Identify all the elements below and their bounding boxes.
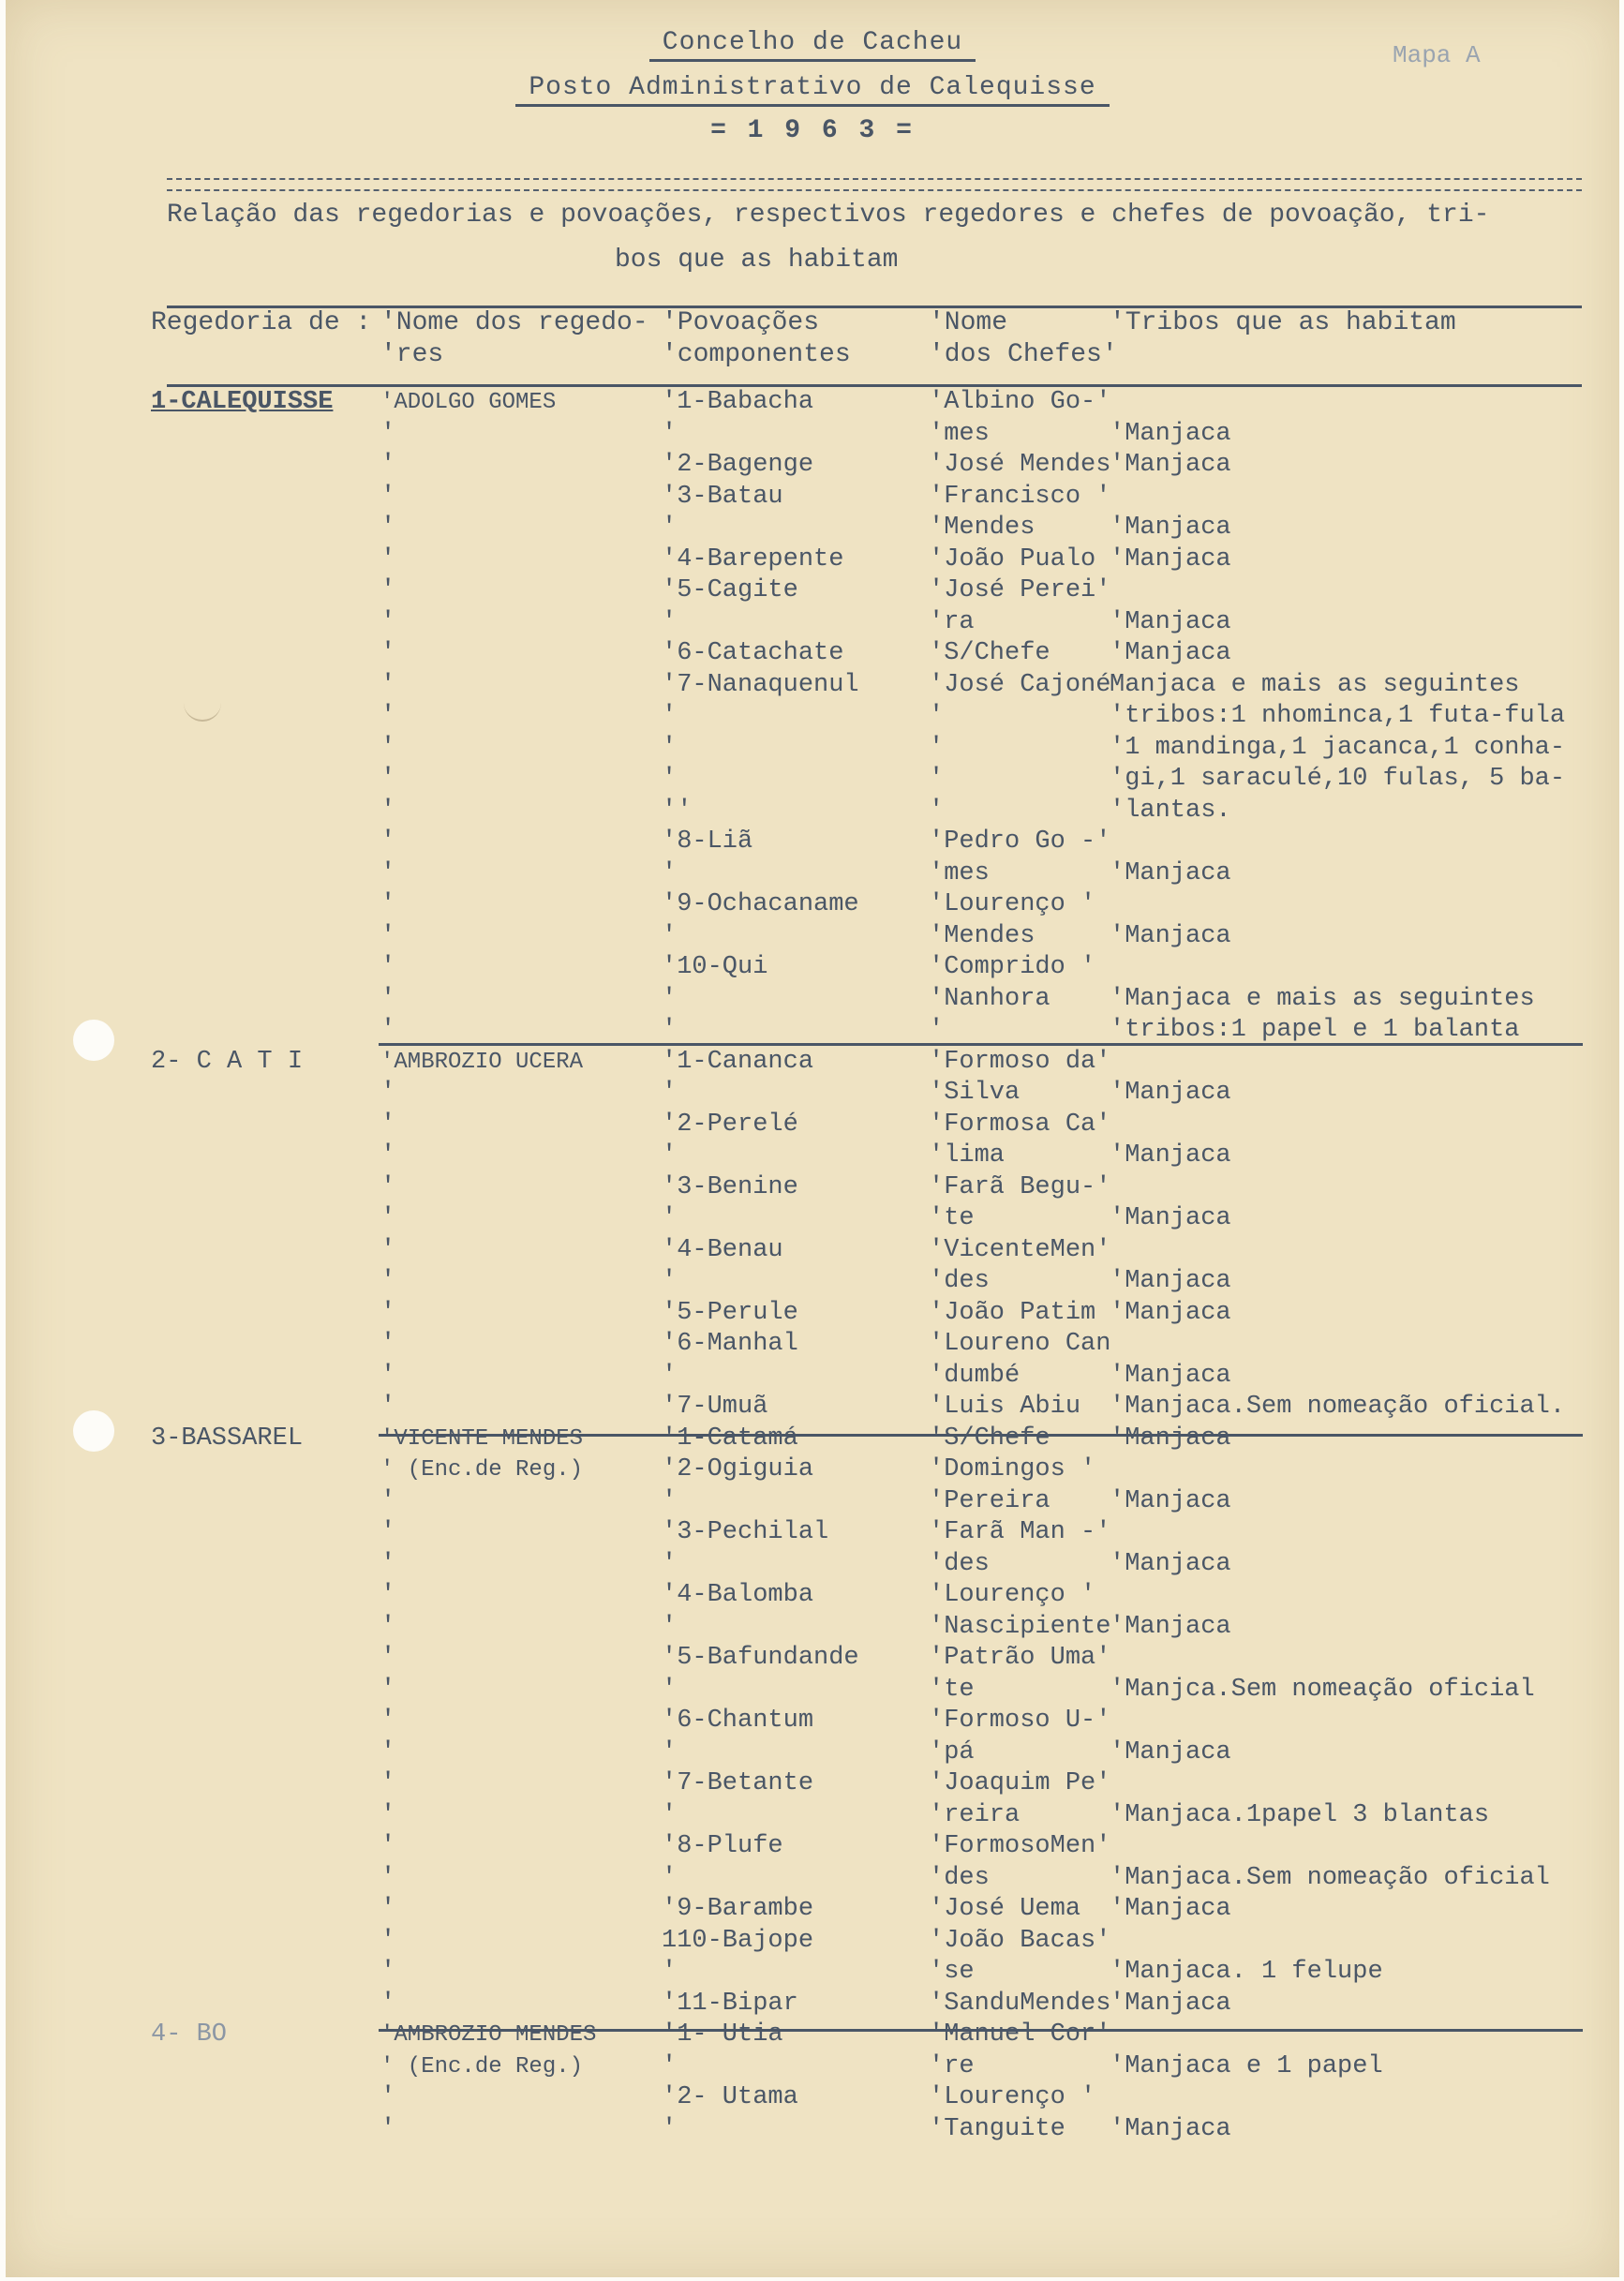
cell-chefe: 'João Pualo [929,544,1096,574]
cell-regedor: ' [380,984,396,1013]
table-row [6,1957,1619,1988]
cell-tribos: 'Manjaca [1110,514,1231,542]
header-post [6,73,1619,102]
cell-regedor: ' [380,827,396,856]
cell-tribos: 'Manjaca [1110,921,1231,950]
cell-povoacao: '8-Plufe [662,1832,783,1860]
cell-povoacao: '2-Bagenge [662,451,814,479]
cell-tribos: 'Manjaca [1110,607,1231,636]
cell-regedor: ' [380,796,396,825]
cell-regedor: ' [380,1675,396,1704]
cell-regedor: ' [380,858,396,887]
cell-povoacao: ' [662,858,678,887]
group-divider [379,1434,1583,1437]
table-row [6,419,1619,450]
cell-chefe: 'ra [929,607,975,636]
cell-chefe: ' [929,702,945,730]
cell-regedor: ' [380,1393,396,1421]
cell-regedor: ' [380,1016,396,1044]
cell-povoacao: ' [662,1079,678,1107]
cell-povoacao: '11-Bipar [662,1989,798,2018]
table-row [6,764,1619,795]
cell-tribos: 'Manjaca [1110,419,1231,448]
cell-chefe: 'des [929,1863,990,1892]
cell-regedor: ' [380,1079,396,1107]
table-row [6,1486,1619,1517]
table-row [6,1015,1619,1046]
cell-povoacao: '6-Catachate [662,639,844,667]
cell-chefe: 'pá [929,1737,975,1767]
header-council-text: Concelho de Cacheu [649,28,976,62]
cell-tribos: 'Manjaca [1110,1737,1231,1767]
table-row [6,1894,1619,1925]
cell-povoacao: '4-Barepente [662,544,844,574]
cell-regedor: ' [380,1958,396,1986]
table-row [6,889,1619,920]
cell-chefe: 'S/Chefe [929,1424,1050,1453]
cell-povoacao: ' [662,607,678,636]
cell-regedoria: 4- BO [151,2020,228,2049]
document-page [6,0,1619,2277]
punch-hole [73,1020,114,1061]
cell-regedor: ' [380,451,396,479]
table-row [6,1675,1619,1706]
cell-tribos: Manjaca e mais as seguintes [1110,670,1520,699]
table-row [6,701,1619,732]
cell-chefe: 'VicenteMen' [929,1235,1111,1264]
cell-povoacao: ' [662,702,678,730]
cell-chefe: 'Joaquim Pe' [929,1769,1111,1797]
cell-tribos: 'Manjaca. 1 felupe [1110,1958,1383,1986]
table-row [6,1329,1619,1360]
table-row [6,1768,1619,1799]
cell-regedoria: 1-CALEQUISSE [151,388,334,416]
cell-regedor: ' [380,1486,396,1515]
cell-chefe: 're [929,2051,975,2080]
cell-tribos: 'Manjaca [1110,544,1231,574]
header-post-text: Posto Administrativo de Calequisse [515,73,1109,107]
cell-regedoria: 2- C A T I [151,1047,304,1076]
header-council [6,28,1619,57]
table-row [6,1110,1619,1140]
table-row [6,952,1619,983]
cell-regedor: 'ADOLGO GOMES [380,390,557,415]
document-title-line1: Relação das regedorias e povoações, respectivos regedores e chefes de povoação, tri- [167,201,1490,230]
cell-regedor: ' [380,1707,396,1735]
table-row [6,1140,1619,1171]
cell-povoacao: ' [662,1675,678,1704]
table-row [6,1800,1619,1831]
cell-chefe: 'S/Chefe [929,639,1050,667]
cell-povoacao: '1-Cananca [662,1047,814,1076]
table-row [6,921,1619,952]
table-row [6,796,1619,827]
cell-chefe: 'Nascipiente [929,1612,1111,1641]
cell-chefe: 'Loureno Can [929,1330,1111,1358]
cell-chefe: 'SanduMendes [929,1989,1111,2018]
cell-povoacao: ' [662,921,678,950]
cell-chefe: 'Pereira [929,1486,1050,1515]
cell-povoacao: '1-Babacha [662,388,814,416]
cell-povoacao: ' [662,1267,678,1295]
table-row [6,733,1619,764]
table-row [6,1863,1619,1894]
table-row [6,984,1619,1015]
cell-chefe: 'José Cajoné [929,670,1111,699]
cell-regedor: ' [380,1612,396,1641]
table-row [6,1298,1619,1329]
cell-regedor: ' [380,1267,396,1295]
cell-tribos: 'Manjaca e 1 papel [1110,2051,1383,2080]
table-row [6,1392,1619,1423]
table-row [6,450,1619,481]
cell-chefe: 'Manuel Cor' [929,2020,1111,2049]
table-row [6,1047,1619,1078]
table-row [6,1612,1619,1643]
table-row [6,1235,1619,1266]
cell-chefe: 'José Perei' [929,576,1111,604]
table-row [6,1454,1619,1485]
cell-regedor: ' [380,1518,396,1546]
cell-chefe: 'te [929,1204,975,1232]
table-row [6,1926,1619,1957]
cell-povoacao: '3-Benine [662,1172,798,1201]
cell-tribos: 'tribos:1 nhominca,1 futa-fula [1110,702,1566,730]
table-row [6,1517,1619,1548]
cell-povoacao: ' [662,1141,678,1170]
cell-tribos: '1 mandinga,1 jacanca,1 conha- [1110,733,1566,762]
cell-chefe: 'Formoso da' [929,1047,1111,1076]
table-row [6,2082,1619,2113]
cell-chefe: 'José Mendes [929,451,1111,479]
cell-tribos: 'tribos:1 papel e 1 balanta [1110,1016,1520,1044]
cell-chefe: 'Domingos ' [929,1455,1096,1483]
cell-chefe: ' [929,1016,945,1044]
table-row [6,544,1619,575]
cell-regedor: ' [380,921,396,950]
cell-regedor: ' [380,544,396,574]
cell-chefe: 'Lourenço ' [929,890,1096,918]
table-row [6,482,1619,513]
cell-chefe: ' [929,796,945,825]
cell-chefe: 'dumbé [929,1361,1021,1390]
cell-povoacao: '5-Cagite [662,576,798,604]
cell-povoacao: ' [662,1800,678,1829]
cell-tribos: 'Manjaca [1110,1267,1231,1295]
column-header-regedores: 'Nome dos regedo- 'res [380,308,648,369]
table-row [6,1549,1619,1580]
table-row [6,513,1619,544]
cell-chefe: 'Tanguite [929,2114,1065,2143]
cell-chefe: 'João Bacas' [929,1926,1111,1955]
cell-regedor: ' [380,1204,396,1232]
cell-povoacao: ' [662,1361,678,1390]
punch-hole [73,1410,114,1452]
table-row [6,607,1619,638]
cell-tribos: 'gi,1 saraculé,10 fulas, 5 ba- [1110,765,1566,793]
cell-chefe: 'Lourenço ' [929,1581,1096,1609]
cell-regedor: ' [380,765,396,793]
cell-regedor: 'AMBROZIO MENDES [380,2022,597,2048]
table-row [6,1737,1619,1768]
cell-chefe: 'mes [929,858,990,887]
cell-povoacao: '7-Nanaquenul [662,670,859,699]
cell-regedor: ' [380,1737,396,1767]
cell-chefe: 'Comprido ' [929,953,1096,981]
cell-regedor: ' [380,953,396,981]
cell-regedoria: 3-BASSAREL [151,1424,304,1453]
cell-regedor: ' (Enc.de Reg.) [380,1457,584,1483]
cell-povoacao: '3-Pechilal [662,1518,829,1546]
cell-regedor: 'VICENTE MENDES [380,1425,584,1452]
cell-chefe: 'te [929,1675,975,1704]
table-row [6,1203,1619,1234]
table-row [6,387,1619,418]
cell-povoacao: '2-Perelé [662,1110,798,1139]
cell-povoacao: ' [662,1486,678,1515]
cell-chefe: 'Farã Man -' [929,1518,1111,1546]
cell-tribos: 'Manjaca e mais as seguintes [1110,984,1535,1013]
table-row [6,1424,1619,1454]
cell-tribos: 'Manjaca [1110,1549,1231,1578]
table-row [6,1643,1619,1674]
cell-regedor: ' (Enc.de Reg.) [380,2053,584,2080]
cell-povoacao: ' [662,419,678,448]
table-row [6,827,1619,857]
cell-regedor: ' [380,1549,396,1578]
cell-regedor: ' [380,1298,396,1327]
cell-regedor: ' [380,1361,396,1390]
cell-chefe: ' [929,733,945,762]
cell-chefe: 'FormosoMen' [929,1832,1111,1860]
cell-povoacao: '4-Balomba [662,1581,814,1609]
cell-chefe: 'Francisco ' [929,482,1111,511]
cell-regedor: ' [380,1926,396,1955]
cell-regedor: ' [380,482,396,511]
cell-tribos: 'Manjaca.Sem nomeação oficial [1110,1863,1550,1892]
column-header-povoacoes: 'Povoações 'componentes [662,308,851,369]
cell-povoacao: '6-Manhal [662,1330,798,1358]
cell-regedor: ' [380,1895,396,1923]
cell-povoacao: ' [662,765,678,793]
cell-chefe: 'Mendes [929,514,1035,542]
cell-regedor: ' [380,1863,396,1892]
cell-chefe: 'des [929,1267,990,1295]
cell-povoacao: ' [662,733,678,762]
cell-regedor: ' [380,1832,396,1860]
cell-tribos: 'Manjaca [1110,1612,1231,1641]
cell-regedor: ' [380,1989,396,2018]
table-row [6,1361,1619,1392]
cell-chefe: 'se [929,1958,975,1986]
cell-chefe: 'Formosa Ca' [929,1110,1111,1139]
cell-regedor: ' [380,1800,396,1829]
cell-povoacao: '1- Utia [662,2020,783,2049]
cell-regedor: ' [380,1235,396,1264]
cell-povoacao: '2-Ogiguia [662,1455,814,1483]
cell-regedor: ' [380,1644,396,1672]
cell-povoacao: '10-Qui [662,953,768,981]
cell-regedor: ' [380,639,396,667]
cell-regedor: 'AMBROZIO UCERA [380,1049,584,1075]
cell-povoacao: '9-Barambe [662,1895,814,1923]
cell-chefe: 'Luis Abiu [929,1393,1081,1421]
cell-regedor: ' [380,2114,396,2143]
cell-regedor: ' [380,1330,396,1358]
cell-tribos: 'Manjaca.1papel 3 blantas [1110,1800,1490,1829]
cell-chefe: 'Farã Begu-' [929,1172,1111,1201]
cell-povoacao: '1-Catamá [662,1424,798,1453]
cell-chefe: ' [929,765,945,793]
cell-tribos: 'Manjaca [1110,639,1231,667]
cell-povoacao: ' [662,1737,678,1767]
cell-chefe: 'des [929,1549,990,1578]
column-header-chefes: 'Nome 'dos Chefes' [929,308,1118,369]
cell-povoacao: ' [662,1863,678,1892]
cell-regedor: ' [380,733,396,762]
cell-chefe: 'mes [929,419,990,448]
cell-chefe: 'Patrão Uma' [929,1644,1111,1672]
cell-povoacao: ' [662,1204,678,1232]
table-row [6,2020,1619,2050]
cell-chefe: 'Lourenço ' [929,2083,1096,2111]
cell-povoacao: '5-Perule [662,1298,798,1327]
table-row [6,1078,1619,1109]
cell-tribos: 'Manjaca [1110,2114,1231,2143]
table-row [6,638,1619,669]
header-year: = 1 9 6 3 = [710,116,915,145]
cell-chefe: 'José Uema [929,1895,1081,1923]
cell-regedor: ' [380,1141,396,1170]
cell-regedor: ' [380,1769,396,1797]
cell-chefe: 'Pedro Go -' [929,827,1111,856]
cell-chefe: 'Silva [929,1079,1021,1107]
cell-povoacao: ' [662,984,678,1013]
document-title-line2: bos que as habitam [615,246,899,275]
cell-tribos: 'Manjaca [1110,858,1231,887]
cell-tribos: 'Manjaca [1110,1204,1231,1232]
cell-regedor: ' [380,890,396,918]
cell-tribos: 'Manjaca [1110,1141,1231,1170]
cell-regedor: ' [380,576,396,604]
cell-chefe: 'lima [929,1141,1006,1170]
cell-povoacao: '7-Betante [662,1769,814,1797]
table-row [6,670,1619,701]
cell-povoacao: '2- Utama [662,2083,798,2111]
cell-tribos: 'Manjaca [1110,1486,1231,1515]
cell-regedor: ' [380,1110,396,1139]
table-row [6,1831,1619,1862]
cell-povoacao: '7-Umuã [662,1393,768,1421]
cell-povoacao: ' [662,514,678,542]
cell-regedor: ' [380,2083,396,2111]
table-row [6,2114,1619,2145]
cell-chefe: 'João Patim [929,1298,1096,1327]
cell-regedor: ' [380,419,396,448]
table-row [6,1266,1619,1297]
table-row [6,1706,1619,1737]
group-divider [379,2029,1583,2032]
cell-tribos: 'Manjaca [1110,1361,1231,1390]
column-header-regedoria: Regedoria de : [151,308,372,337]
cell-tribos: 'Manjaca.Sem nomeação oficial. [1110,1393,1566,1421]
cell-regedor: ' [380,1581,396,1609]
cell-povoacao: '' [662,796,693,825]
cell-tribos: 'Manjaca [1110,1895,1231,1923]
cell-povoacao: ' [662,2114,678,2143]
cell-povoacao: ' [662,1958,678,1986]
column-header-tribos: 'Tribos que as habitam [1110,308,1456,337]
cell-tribos: 'Manjaca [1110,451,1231,479]
cell-povoacao: 110-Bajope [662,1926,814,1955]
group-divider [379,1043,1583,1046]
cell-povoacao: '8-Liã [662,827,753,856]
table-row [6,1989,1619,2020]
table-row [6,1172,1619,1203]
table-row [6,1580,1619,1611]
separator-rule [167,178,1582,191]
cell-tribos: 'Manjaca [1110,1424,1231,1453]
cell-regedor: ' [380,514,396,542]
cell-povoacao: ' [662,1549,678,1578]
cell-tribos: 'lantas. [1110,796,1231,825]
cell-povoacao: ' [662,1612,678,1641]
cell-tribos: 'Manjca.Sem nomeação oficial [1110,1675,1535,1704]
cell-tribos: 'Manjaca [1110,1298,1231,1327]
table-row [6,2051,1619,2082]
cell-povoacao: '6-Chantum [662,1707,814,1735]
cell-povoacao: ' [662,2051,678,2080]
cell-chefe: 'Nanhora [929,984,1050,1013]
table-row [6,575,1619,606]
cell-povoacao: '3-Batau [662,482,783,511]
cell-regedor: ' [380,1172,396,1201]
cell-chefe: 'Formoso U-' [929,1707,1111,1735]
table-row [6,858,1619,889]
cell-chefe: 'reira [929,1800,1021,1829]
map-label: Mapa A [1393,41,1481,69]
cell-regedor: ' [380,702,396,730]
cell-chefe: 'Albino Go-' [929,388,1111,416]
cell-tribos: 'Manjaca [1110,1989,1231,2018]
cell-tribos: 'Manjaca [1110,1079,1231,1107]
cell-regedor: ' [380,670,396,699]
cell-chefe: 'Mendes [929,921,1035,950]
cell-regedor: ' [380,607,396,636]
cell-povoacao: '4-Benau [662,1235,783,1264]
cell-povoacao: '5-Bafundande [662,1644,859,1672]
cell-povoacao: ' [662,1016,678,1044]
cell-povoacao: '9-Ochacaname [662,890,859,918]
